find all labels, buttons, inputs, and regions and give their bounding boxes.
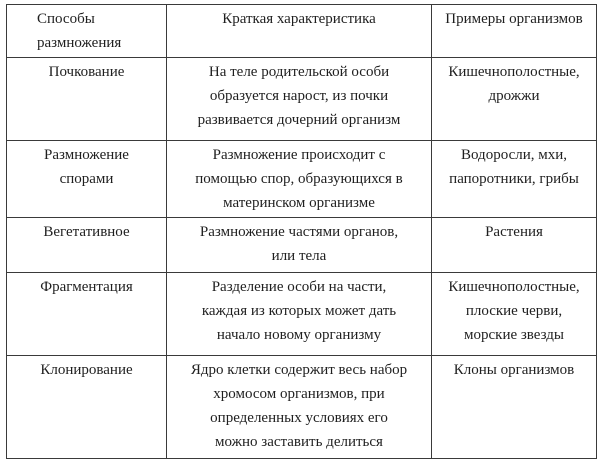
description-cell: Размножение частями органов, или тела — [167, 218, 432, 273]
table-header-row — [7, 5, 597, 58]
description-cell: На теле родительской особи образуется нарост, из почки развивается дочерний организм — [167, 58, 432, 141]
examples-cell: Кишечнополостные, дрожжи — [432, 58, 597, 141]
method-cell: Фрагментация — [7, 273, 167, 356]
description-cell: Разделение особи на части, каждая из которых может дать начало новому организму — [167, 273, 432, 356]
examples-cell: Кишечнополостные, плоские черви, морские звезды — [432, 273, 597, 356]
description-cell: Размножение происходит с помощью спор, образующихся в материнском организме — [167, 141, 432, 218]
table-row — [7, 141, 597, 218]
table-row — [7, 218, 597, 273]
method-cell: Клонирование — [7, 356, 167, 459]
reproduction-methods-table — [6, 4, 597, 459]
header-methods: Способы размножения — [7, 5, 167, 58]
description-cell: Ядро клетки содержит весь набор хромосом организмов, при определенных условиях его можно заставить делиться — [167, 356, 432, 459]
header-description: Краткая характеристика — [167, 5, 432, 58]
examples-cell: Растения — [432, 218, 597, 273]
table-row — [7, 273, 597, 356]
method-cell: Почкование — [7, 58, 167, 141]
table-row — [7, 356, 597, 459]
examples-cell: Водоросли, мхи, папоротники, грибы — [432, 141, 597, 218]
method-cell: Размножение спорами — [7, 141, 167, 218]
header-examples: Примеры организмов — [432, 5, 597, 58]
table-row — [7, 58, 597, 141]
method-cell: Вегетативное — [7, 218, 167, 273]
examples-cell: Клоны организмов — [432, 356, 597, 459]
